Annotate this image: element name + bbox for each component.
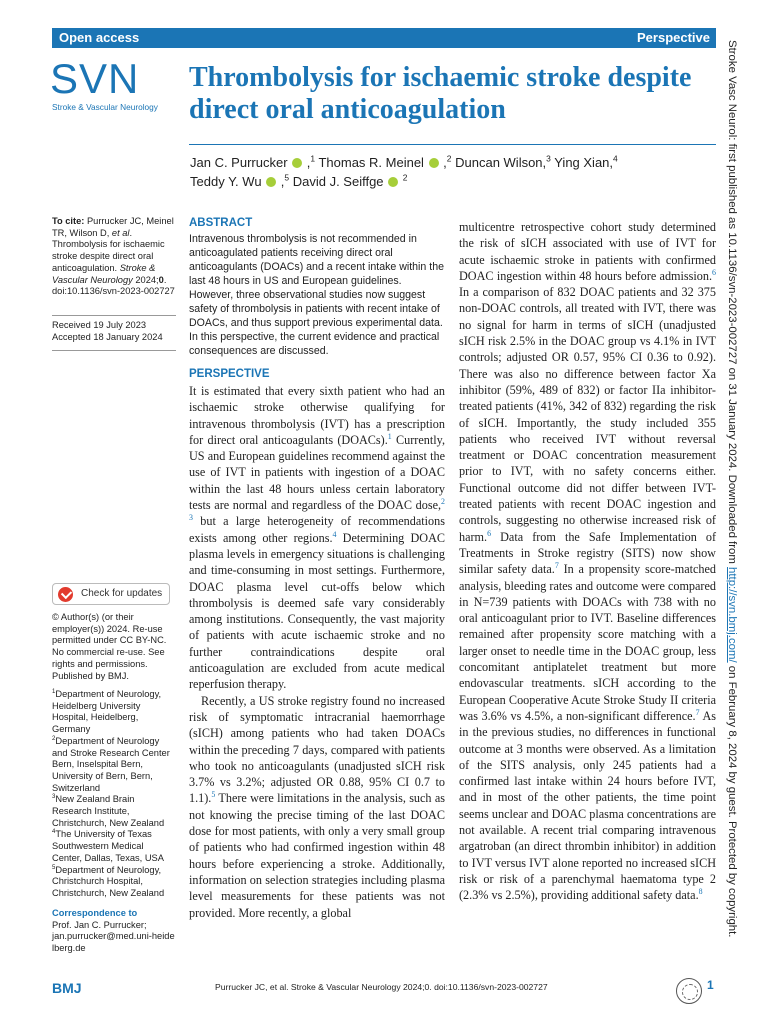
- footer-citation: Purrucker JC, et al. Stroke & Vascular Neurology 2024;0. doi:10.1136/svn-2023-002727: [215, 982, 548, 992]
- header-bar: [52, 28, 716, 48]
- crossmark-icon: [58, 587, 73, 602]
- affiliation-ref: 2: [446, 153, 452, 164]
- author-name[interactable]: Duncan Wilson,: [451, 155, 547, 170]
- reference-link[interactable]: 7: [695, 707, 700, 717]
- separator: ,: [303, 155, 311, 170]
- notice-text: Stroke Vasc Neurol: first published as 10.1136/svn-2023-002727 on 31 January 2024. Downloaded from: [726, 40, 738, 568]
- reference-link[interactable]: 4: [332, 529, 337, 539]
- affiliation-item: [52, 794, 176, 829]
- affiliation-ref: 1: [310, 153, 316, 164]
- author-name[interactable]: Teddy Y. Wu: [190, 174, 266, 189]
- affiliation-item: [52, 865, 176, 900]
- affiliation-text: Department of Neurology and Stroke Research Center Bern, Inselspital Bern, University of Bern, Bern, Switzerland: [52, 735, 170, 793]
- affiliation-item: [52, 736, 176, 795]
- body-column-1: [189, 383, 445, 921]
- cite-volume: 0: [158, 274, 164, 285]
- body-text: Data from the Safe Implementation of Treatments in Stroke registry (SITS) now show similar safety data.: [459, 529, 716, 577]
- journal-logo[interactable]: SVN: [50, 55, 140, 102]
- sidebar-divider: [52, 315, 176, 316]
- affiliation-item: [52, 829, 176, 864]
- reference-link[interactable]: 7: [554, 561, 559, 571]
- affiliation-number: 3: [52, 794, 56, 801]
- sidebar-divider: [52, 350, 176, 351]
- seal-icon: [676, 978, 702, 1004]
- correspondence-block: [52, 908, 176, 955]
- notice-text: on February 8, 2024 by guest. Protected by copyright.: [726, 662, 738, 938]
- body-text: but a large heterogeneity of recommendations exists among other regions.: [189, 514, 445, 545]
- cite-text: . Thrombolysis for ischaemic stroke despite direct oral anticoagulation.: [52, 227, 165, 273]
- author-name[interactable]: David J. Seiffge: [289, 174, 388, 189]
- cite-etal: et al: [111, 227, 130, 238]
- accepted-date: Accepted 18 January 2024: [52, 331, 163, 342]
- reference-link[interactable]: 2 3: [189, 497, 445, 523]
- cite-journal: Stroke & Vascular Neurology: [52, 262, 156, 285]
- affiliation-text: Department of Neurology, Christchurch Hospital, Christchurch, New Zealand: [52, 864, 165, 898]
- affiliation-number: 4: [52, 829, 56, 836]
- separator: ,: [439, 155, 447, 170]
- affiliations-block: [52, 689, 176, 900]
- reference-link[interactable]: 6: [487, 528, 492, 538]
- orcid-icon[interactable]: [266, 177, 276, 187]
- body-paragraph: [189, 693, 445, 921]
- body-column-2: [459, 219, 716, 903]
- open-access-label: Open access: [59, 30, 140, 45]
- download-notice: [726, 40, 738, 937]
- article-type-label: Perspective: [637, 30, 710, 45]
- affiliation-ref: 4: [613, 153, 618, 164]
- cite-label: To cite:: [52, 216, 85, 226]
- received-date: Received 19 July 2023: [52, 320, 147, 330]
- body-text: multicentre retrospective cohort study determined the risk of sICH associated with use of IVT for acute ischaemic stroke in patients with confirmed DOAC ingestion within 48 hours before admission.: [459, 220, 716, 283]
- page-number: 1: [707, 978, 714, 992]
- check-for-updates-button[interactable]: [52, 583, 170, 605]
- body-paragraph: [459, 219, 716, 903]
- correspondence-label: Correspondence to: [52, 908, 138, 918]
- license-block: © Author(s) (or their employer(s)) 2024. Re-use permitted under CC BY-NC. No commercial re-use. See rights and permissions. Published by BMJ.: [52, 612, 167, 681]
- check-for-updates-label: Check for updates: [81, 588, 163, 599]
- reference-link[interactable]: 1: [387, 431, 392, 441]
- affiliation-number: 2: [52, 735, 56, 742]
- author-line-1: [190, 153, 710, 172]
- affiliation-text: New Zealand Brain Research Institute, Christchurch, New Zealand: [52, 794, 165, 828]
- orcid-icon[interactable]: [388, 177, 398, 187]
- cite-text: 2024;: [132, 274, 159, 285]
- journal-logo-subtitle: Stroke & Vascular Neurology: [52, 102, 158, 112]
- reference-link[interactable]: 5: [211, 790, 216, 800]
- body-text: Determining DOAC plasma levels in emergency situations is challenging and time-consuming in most settings. Furthermore, DOAC plasma level cut-offs below which thrombolysis is deemed safe vary considerably among institutions. Consequently, the vast majority of patients with acute ischaemic stroke and no further contraindications despite oral anticoagulation are excluded from acute medical reperfusion therapy.: [189, 530, 445, 692]
- author-name[interactable]: Ying Xian,: [550, 155, 614, 170]
- body-text: It is estimated that every sixth patient who had an ischaemic stroke otherwise qualifying for intravenous thrombolysis (IVT) has a prescription for direct oral anticoagulants (DOACs).: [189, 384, 445, 447]
- article-title: Thrombolysis for ischaemic stroke despite direct oral anticoagulation: [189, 62, 692, 125]
- body-text: In a comparison of 832 DOAC patients and 32 375 non-DOAC controls, all treated with IVT, there was no signal for harm in terms of sICH (unadjusted sICH risk 2.5% in the DOAC group vs 4.1% in IVT controls; adjusted OR 0.57, 95% CI 0.36 to 0.92). There was also no difference between factor Xa inhibitor (59%, 489 of 832) or factor IIa inhibitor-treated patients (41%, 342 of 832) regarding the risk of sICH. Importantly, the study included 355 patients who received IVT without reversal treatment or DOAC concentration measurement prior to IVT, with no safety concerns either. Functional outcome did not differ between IVT-treated patients with recent DOAC ingestion and controls, suggesting no otherwise increased risk of harm.: [459, 285, 716, 544]
- title-divider: [189, 144, 716, 145]
- body-text: Recently, a US stroke registry found no increased risk of symptomatic intracranial haemorrhage (sICH) among patients who had taken DOACs within the preceding 7 days, compared with patients who took no anticoagulants (unadjusted sICH risk 3.7% vs 3.2%; adjusted OR 0.88, 95% CI 0.7 to 1.1).: [189, 693, 445, 806]
- orcid-icon[interactable]: [292, 158, 302, 168]
- affiliation-text: The University of Texas Southwestern Medical Center, Dallas, Texas, USA: [52, 829, 164, 863]
- cite-doi[interactable]: . doi:10.1136/svn-2023-002727: [52, 274, 175, 297]
- affiliation-item: [52, 689, 176, 736]
- affiliation-ref: 2: [402, 172, 408, 183]
- journal-site-link[interactable]: http://svn.bmj.com/: [726, 567, 738, 663]
- abstract-text: Intravenous thrombolysis is not recommended in anticoagulated patients receiving direct oral anticoagulants (DOACs) and a recent intake within the last 48 hours in US and European guidelines. However, three observational studies now suggest safety of thrombolysis in patients with recent intake of DOACs, and thus support previous experimental data. In this perspective, the current evidence and practical consequences are discussed.: [189, 233, 444, 357]
- dates-block: [52, 320, 176, 343]
- author-line-2: [190, 172, 710, 191]
- body-paragraph: [189, 383, 445, 693]
- affiliation-number: 1: [52, 688, 56, 695]
- affiliation-ref: 5: [284, 172, 290, 183]
- correspondence-name: Prof. Jan C. Purrucker;: [52, 919, 147, 930]
- affiliation-ref: 3: [546, 153, 551, 164]
- reference-link[interactable]: 8: [698, 887, 703, 897]
- abstract-heading: ABSTRACT: [189, 217, 253, 229]
- cite-block: [52, 216, 176, 298]
- bmj-logo[interactable]: BMJ: [52, 980, 82, 996]
- affiliation-number: 5: [52, 864, 56, 871]
- download-notice-strip: [722, 40, 754, 970]
- body-text: As in the previous studies, no differences in functional outcome at 3 months were observed. As a limitation of the SITS analysis, only 245 patients had a confirmed last intake within 24 hours before IVT, and in most of the other patients, the time point seems unclear and DOAC plasma concentrations are not available. A recent trial comparing intravenous argatroban (an direct thrombin inhibitor) in addition to IVT versus IVT alone reported no increased sICH risk or risk of a parenchymal haematoma type 2 (2.3% vs 2.5%), providing additional safety data.: [459, 708, 716, 903]
- perspective-heading: PERSPECTIVE: [189, 368, 270, 380]
- body-text: Currently, US and European guidelines recommend against the use of IVT in patients with ingestion of a DOAC within the last 48 hours unless certain laboratory tests are normal and regardless of the DOAC dose,: [189, 432, 445, 513]
- body-text: In a propensity score-matched analysis, bleeding rates and outcome were compared in N=739 patients with DOACs with 738 with no oral anticoagulant prior to IVT. Baseline differences remained after propensity score matching with a larger onset to needle time in the DOAC group, less concomitant antiplatelet treatment but more endovascular treatments. sICH according to the European Cooperative Acute Stroke Study II criteria was 3.6% vs 4.5%, a non-significant difference.: [459, 562, 716, 723]
- author-name[interactable]: Jan C. Purrucker: [190, 155, 292, 170]
- correspondence-email-link[interactable]: jan.purrucker@med.uni-heidelberg.de: [52, 931, 175, 954]
- orcid-icon[interactable]: [429, 158, 439, 168]
- body-text: There were limitations in the analysis, such as not knowing the precise timing of the last DOAC dose for most patients, with only a very small group of patients who had confirmed ingestion within 48 hours before experiencing a stroke. Additionally, information on selection strategies including plasma level measurements for these patients was not provided. More recently, a global: [189, 791, 445, 920]
- author-list: [190, 153, 710, 191]
- separator: ,: [277, 174, 285, 189]
- cite-text: Purrucker JC, Meinel TR, Wilson D,: [52, 216, 174, 238]
- affiliation-text: Department of Neurology, Heidelberg University Hospital, Heidelberg, Germany: [52, 689, 162, 735]
- author-name[interactable]: Thomas R. Meinel: [315, 155, 428, 170]
- reference-link[interactable]: 6: [712, 267, 716, 277]
